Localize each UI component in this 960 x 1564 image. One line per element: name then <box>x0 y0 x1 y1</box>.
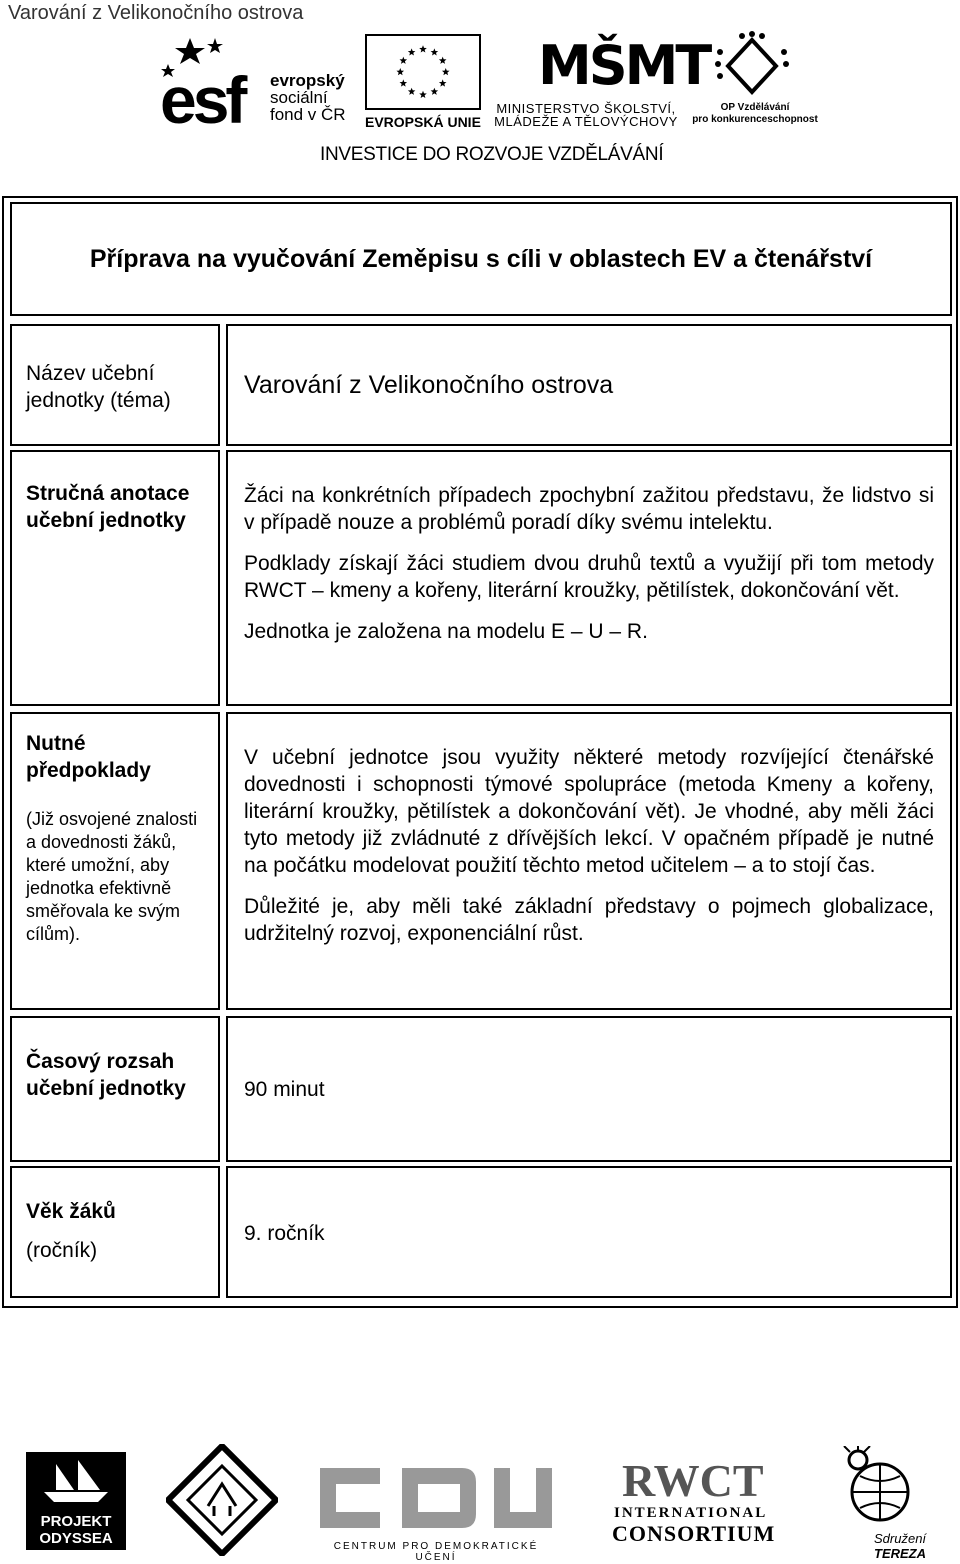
title-cell <box>10 202 952 316</box>
rwct-line-2: CONSORTIUM <box>612 1521 776 1546</box>
cdu-mark-icon <box>316 1464 556 1532</box>
globe-figure-icon <box>830 1446 940 1526</box>
esf-wordmark: esf <box>160 63 244 137</box>
eu-star <box>400 57 408 64</box>
footer-logos <box>0 1440 960 1564</box>
odyssea-line-2: ODYSSEA <box>39 1530 113 1547</box>
eu-star <box>431 48 439 55</box>
predpoklady-label-cell <box>10 712 220 1010</box>
predpoklady-label: Nutné předpoklady <box>26 732 151 782</box>
predpoklady-label-small: (Již osvojené znalosti a dovednosti žáků, které umožní, aby jednotka efektivně směřovala ke svým cílům). <box>26 809 198 944</box>
tereza-line-1: Sdružení <box>874 1531 927 1546</box>
msmt-line-2: MLÁDEŽE A TĚLOVÝCHOVY <box>494 114 678 129</box>
anotace-paragraph-1: Žáci na konkrétních případech zpochybní zažitou představu, že lidstvo si v případě nouze a problémů poradí díky svému intelektu. <box>244 484 934 534</box>
eu-stars-icon <box>365 34 481 110</box>
msmt-logo <box>486 34 710 134</box>
odyssea-logo <box>26 1452 126 1550</box>
rwct-line-1: INTERNATIONAL <box>614 1505 768 1521</box>
tereza-logo <box>830 1446 940 1561</box>
op-line-2: pro konkurenceschopnost <box>692 114 818 125</box>
rozsah-value: 90 minut <box>244 1078 325 1101</box>
predpoklady-paragraph-1: V učební jednotce jsou využity některé metody rozvíjející čtenářské dovednosti i schopnosti týmové spolupráce (metoda Kmeny a kořeny, literární kroužky, pětilístek a dokončování vět). Je vhodné, aby měli žáci tyto metody již zvládnuté z dřívějších lekcí. V opačném případě je nutné na počátku modelovat použití těchto metod učitelem – a to stojí čas. <box>244 746 934 877</box>
vek-label-sub: (ročník) <box>26 1239 98 1262</box>
anotace-paragraph-3: Jednotka je založena na modelu E – U – R. <box>244 620 648 643</box>
esf-line-3: fond v ČR <box>270 105 346 124</box>
tema-value-cell <box>226 324 952 446</box>
esf-line-2: sociální <box>270 88 328 107</box>
op-mark-icon <box>690 30 820 102</box>
esf-line-1: evropský <box>270 71 345 90</box>
rwct-mark: RWCT <box>622 1455 764 1506</box>
cdu-caption: CENTRUM PRO DEMOKRATICKÉ UČENÍ <box>333 1541 539 1563</box>
anotace-paragraph-2: Podklady získají žáci studiem dvou druhů textů a využijí při tom metody RWCT – kmeny a kořeny, literární kroužky, pětilístek, dokončování vět. <box>244 552 934 602</box>
tema-label-cell <box>10 324 220 446</box>
running-head: Varování z Velikonočního ostrova <box>8 2 304 24</box>
eu-star <box>396 68 404 75</box>
lesson-plan-table <box>2 196 958 1308</box>
predpoklady-paragraph-2: Důležité je, aby měli také základní představy o pojmech globalizace, udržitelný rozvoj, exponenciální růst. <box>244 895 934 945</box>
eu-logo <box>365 34 481 130</box>
msmt-line-1: MINISTERSTVO ŠKOLSTVÍ, <box>496 101 676 116</box>
op-line-1: OP Vzdělávání <box>720 102 790 113</box>
vek-value: 9. ročník <box>244 1222 325 1245</box>
eu-star <box>408 88 416 95</box>
diamond-badge-icon <box>166 1444 278 1556</box>
tema-label: Název učební jednotky <box>26 362 155 412</box>
rozsah-value-cell <box>226 1016 952 1162</box>
eu-caption: EVROPSKÁ UNIE <box>365 114 481 130</box>
eu-star <box>408 48 416 55</box>
predpoklady-value-cell <box>226 712 952 1010</box>
clovek-v-tisni-logo <box>166 1444 278 1556</box>
eu-star <box>439 57 447 64</box>
anotace-value-cell <box>226 450 952 706</box>
vek-label-cell <box>10 1166 220 1298</box>
odyssea-line-1: PROJEKT <box>40 1513 112 1530</box>
ship-icon <box>26 1452 126 1508</box>
rwct-logo <box>600 1455 790 1554</box>
tereza-line-2: TEREZA <box>874 1546 926 1561</box>
investice-slogan: INVESTICE DO ROZVOJE VZDĚLÁVÁNÍ <box>320 144 664 165</box>
clovek-caption <box>166 1562 278 1563</box>
anotace-label: Stručná anotace učební jednotky <box>26 482 190 532</box>
logo-strip <box>160 30 820 170</box>
eu-star <box>439 79 447 86</box>
tema-value: Varování z Velikonočního ostrova <box>244 370 614 399</box>
vek-label: Věk žáků <box>26 1200 116 1223</box>
anotace-label-cell <box>10 450 220 706</box>
eu-star <box>400 79 408 86</box>
eu-star <box>442 68 450 75</box>
tema-label-sub: (téma) <box>110 389 171 412</box>
msmt-mark: MŠMT <box>538 34 710 97</box>
vek-value-cell <box>226 1166 952 1298</box>
cdu-logo <box>316 1464 556 1563</box>
esf-logo <box>160 34 355 137</box>
eu-star <box>431 88 439 95</box>
eu-star <box>419 45 427 52</box>
rozsah-label: Časový rozsah učební jednotky <box>26 1050 186 1100</box>
page-title: Příprava na vyučování Zeměpisu s cíli v oblastech EV a čtenářství <box>89 244 873 273</box>
rozsah-label-cell <box>10 1016 220 1162</box>
op-logo <box>690 30 820 134</box>
eu-star <box>419 91 427 98</box>
